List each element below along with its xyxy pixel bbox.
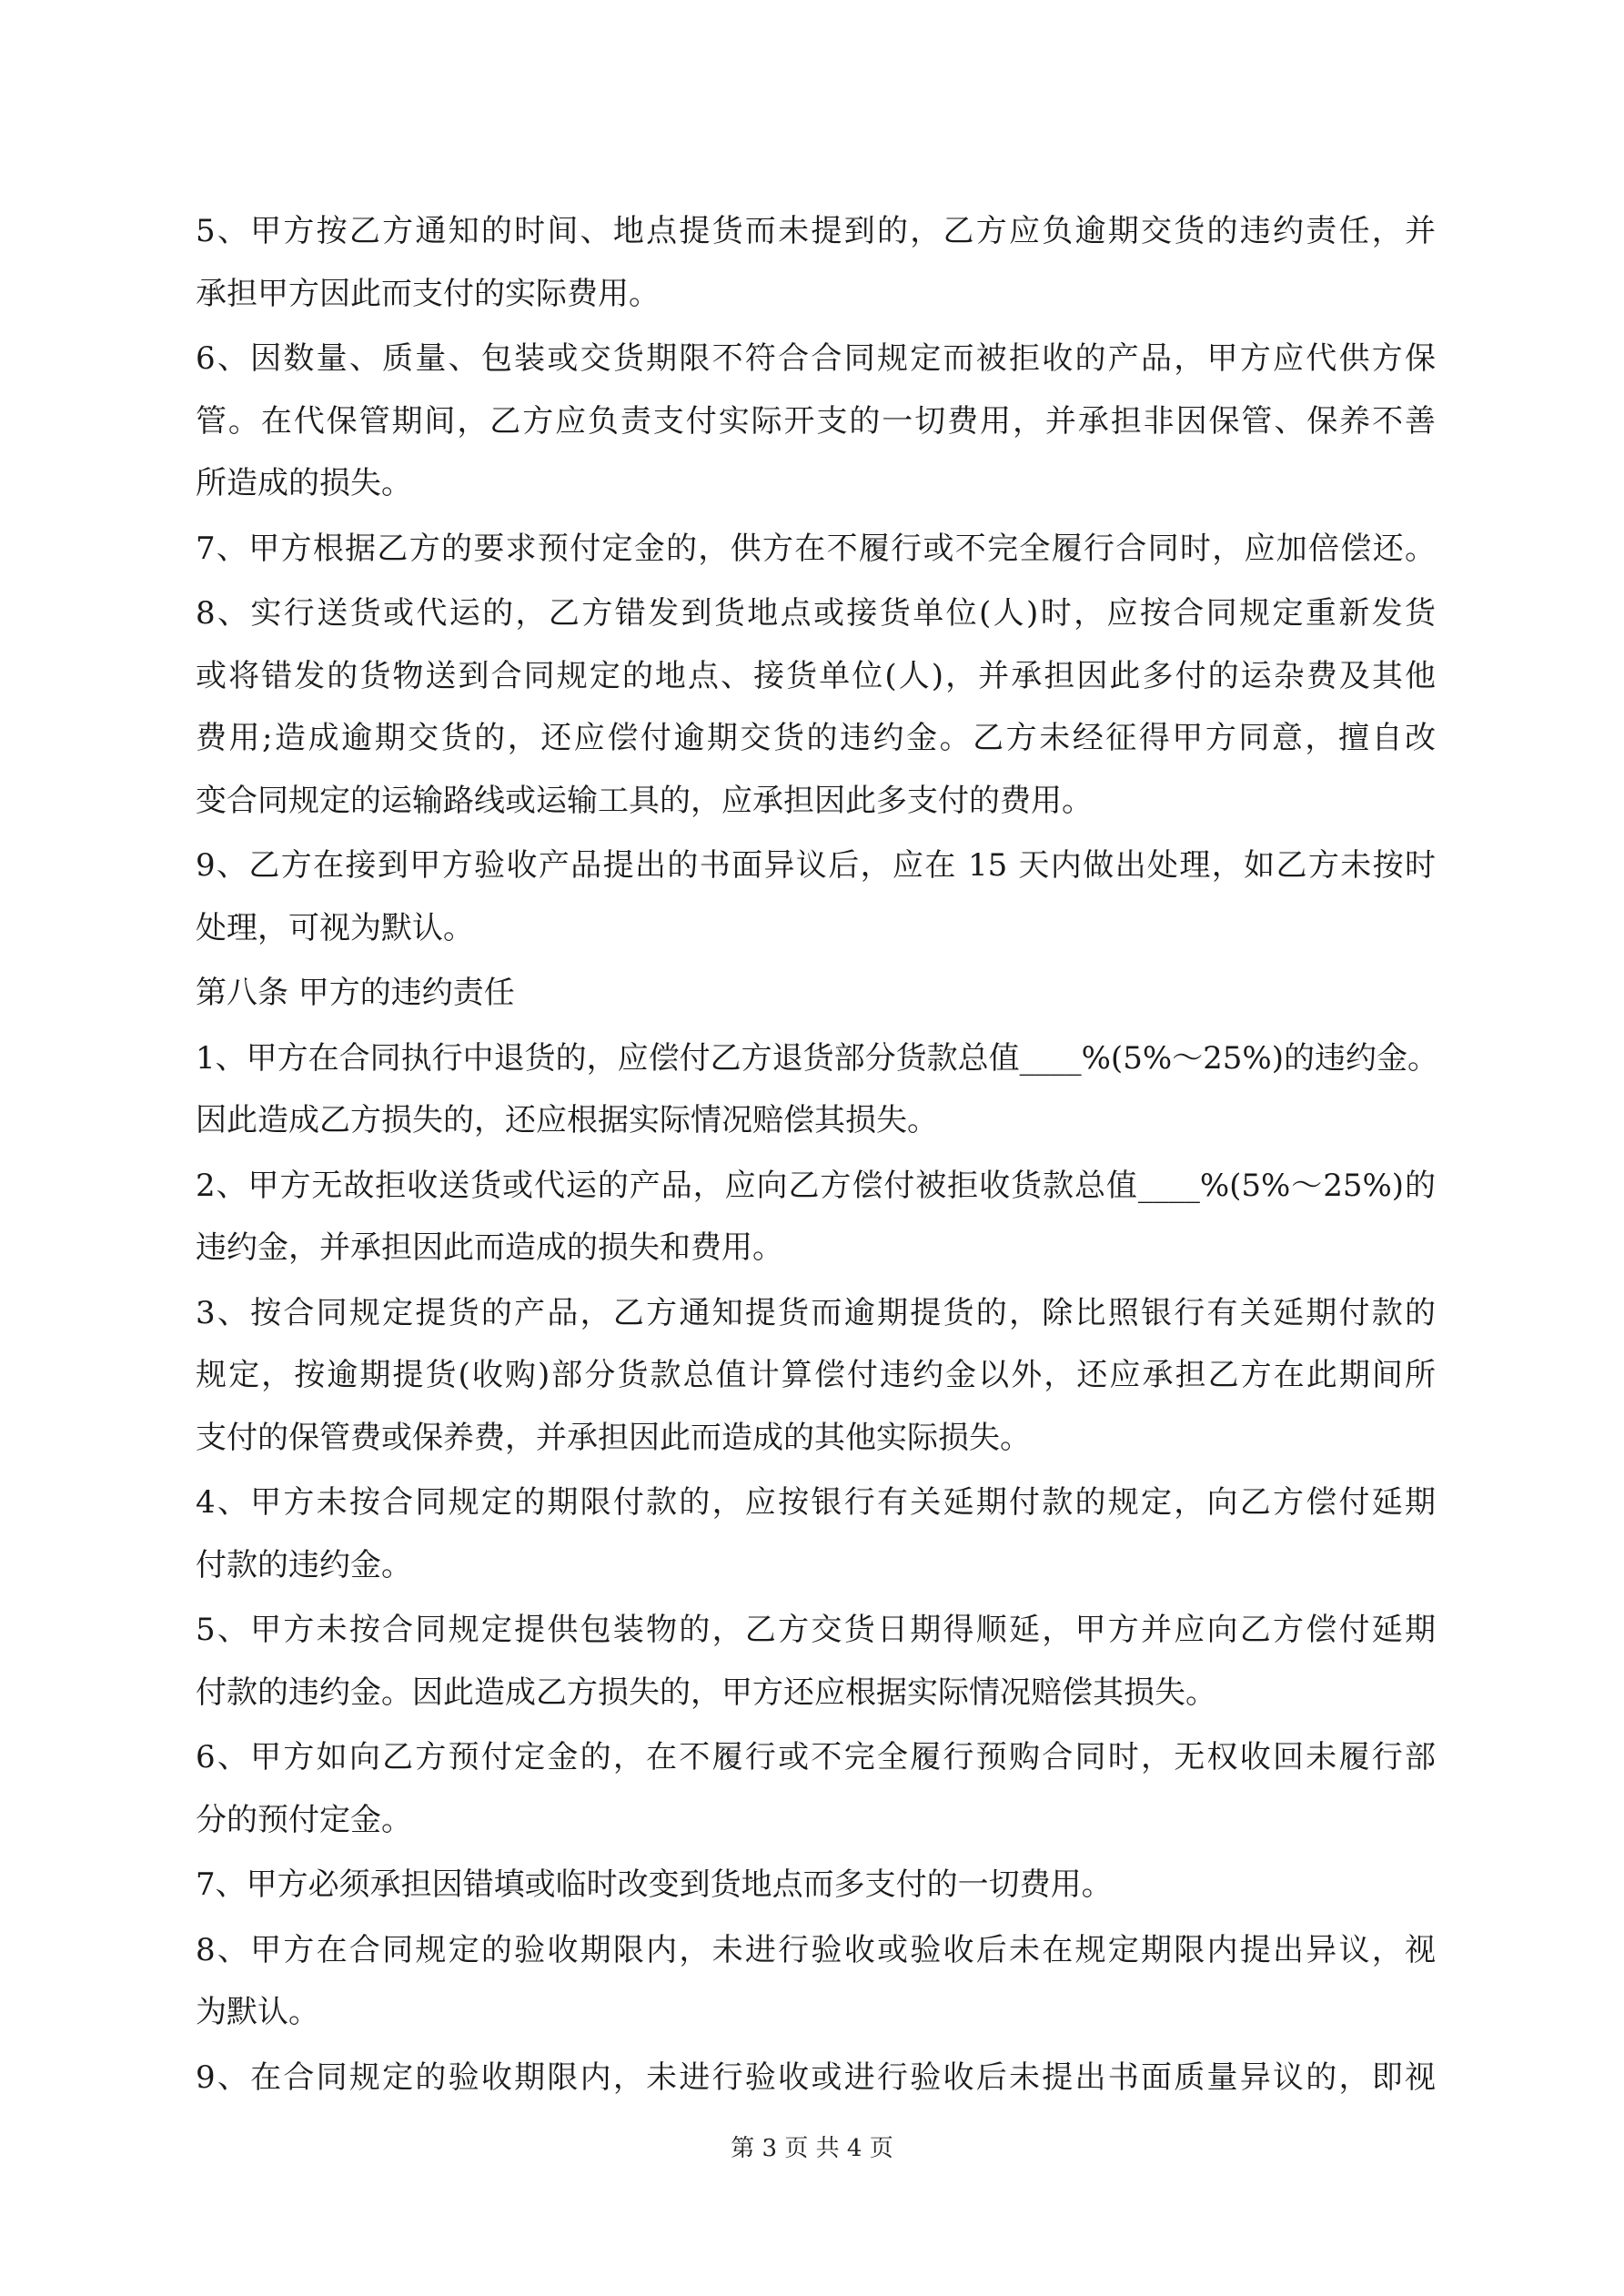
article-8-clause-5 [196, 1599, 1436, 1724]
clause-line: 9、在合同规定的验收期限内，未进行验收或进行验收后未提出书面质量异议的，即视 [196, 2058, 1436, 2096]
clause-line: 4、甲方未按合同规定的期限付款的，应按银行有关延期付款的规定，向乙方偿付延期 [196, 1484, 1436, 1521]
article-8-clause-3 [196, 1282, 1436, 1470]
article-8-clause-9 [196, 2047, 1436, 2109]
clause-line: 或将错发的货物送到合同规定的地点、接货单位(人)，并承担因此多付的运杂费及其他 [196, 657, 1436, 694]
clause-line: 分的预付定金。 [196, 1801, 412, 1838]
clause-line: 支付的保管费或保养费，并承担因此而造成的其他实际损失。 [196, 1419, 1031, 1456]
clause-line: 承担甲方因此而支付的实际费用。 [196, 275, 660, 312]
article-heading-text: 第八条 甲方的违约责任 [196, 975, 515, 1011]
clause-line: 8、实行送货或代运的，乙方错发到货地点或接货单位(人)时，应按合同规定重新发货 [196, 595, 1436, 632]
article-7-clause-6 [196, 328, 1436, 515]
article-8-clause-4 [196, 1472, 1436, 1596]
clause-line: 6、因数量、质量、包装或交货期限不符合合同规定而被拒收的产品，甲方应代供方保 [196, 340, 1436, 377]
clause-line: 付款的违约金。因此造成乙方损失的，甲方还应根据实际情况赔偿其损失。 [196, 1674, 1216, 1711]
article-8-clause-6 [196, 1726, 1436, 1851]
article-7-clause-7 [196, 518, 1436, 581]
article-7-clause-8 [196, 582, 1436, 832]
clause-line: 2、甲方无故拒收送货或代运的产品，应向乙方偿付被拒收货款总值____%(5%～25%)的 [196, 1167, 1436, 1204]
article-8-clause-8 [196, 1919, 1436, 2044]
clause-line: 变合同规定的运输路线或运输工具的，应承担因此多支付的费用。 [196, 782, 1093, 819]
clause-line: 9、乙方在接到甲方验收产品提出的书面异议后，应在 15 天内做出处理，如乙方未按时 [196, 847, 1436, 884]
clause-line: 7、甲方必须承担因错填或临时改变到货地点而多支付的一切费用。 [196, 1866, 1113, 1903]
article-7-clause-9 [196, 834, 1436, 959]
clause-line: 1、甲方在合同执行中退货的，应偿付乙方退货部分货款总值____%(5%～25%)的违约金。 [196, 1039, 1438, 1077]
clause-line: 所造成的损失。 [196, 465, 412, 501]
article-8-clause-2 [196, 1155, 1436, 1279]
clause-line: 3、按合同规定提货的产品，乙方通知提货而逾期提货的，除比照银行有关延期付款的 [196, 1294, 1436, 1331]
clause-line: 5、甲方按乙方通知的时间、地点提货而未提到的，乙方应负逾期交货的违约责任，并 [196, 213, 1436, 249]
article-8-clause-7 [196, 1854, 1436, 1917]
article-7-clause-5 [196, 200, 1436, 325]
clause-line: 7、甲方根据乙方的要求预付定金的，供方在不履行或不完全履行合同时，应加倍偿还。 [196, 530, 1436, 567]
clause-line: 因此造成乙方损失的，还应根据实际情况赔偿其损失。 [196, 1102, 938, 1138]
clause-line: 8、甲方在合同规定的验收期限内，未进行验收或验收后未在规定期限内提出异议，视 [196, 1931, 1436, 1968]
article-8-clause-1 [196, 1027, 1436, 1152]
page-footer [0, 2132, 1624, 2165]
page-number-label: 第 3 页 共 4 页 [731, 2135, 893, 2162]
clause-line: 处理，可视为默认。 [196, 909, 474, 946]
clause-line: 费用;造成逾期交货的，还应偿付逾期交货的违约金。乙方未经征得甲方同意，擅自改 [196, 720, 1436, 756]
article-8-heading [196, 962, 1436, 1025]
clause-line: 付款的违约金。 [196, 1546, 412, 1583]
clause-line: 6、甲方如向乙方预付定金的，在不履行或不完全履行预购合同时，无权收回未履行部 [196, 1739, 1436, 1775]
document-body [196, 200, 1436, 2111]
clause-line: 管。在代保管期间，乙方应负责支付实际开支的一切费用，并承担非因保管、保养不善 [196, 402, 1436, 440]
clause-line: 为默认。 [196, 1994, 319, 2030]
clause-line: 违约金，并承担因此而造成的损失和费用。 [196, 1229, 783, 1266]
clause-line: 5、甲方未按合同规定提供包装物的，乙方交货日期得顺延，甲方并应向乙方偿付延期 [196, 1612, 1436, 1648]
clause-line: 规定，按逾期提货(收购)部分货款总值计算偿付违约金以外，还应承担乙方在此期间所 [196, 1357, 1436, 1393]
